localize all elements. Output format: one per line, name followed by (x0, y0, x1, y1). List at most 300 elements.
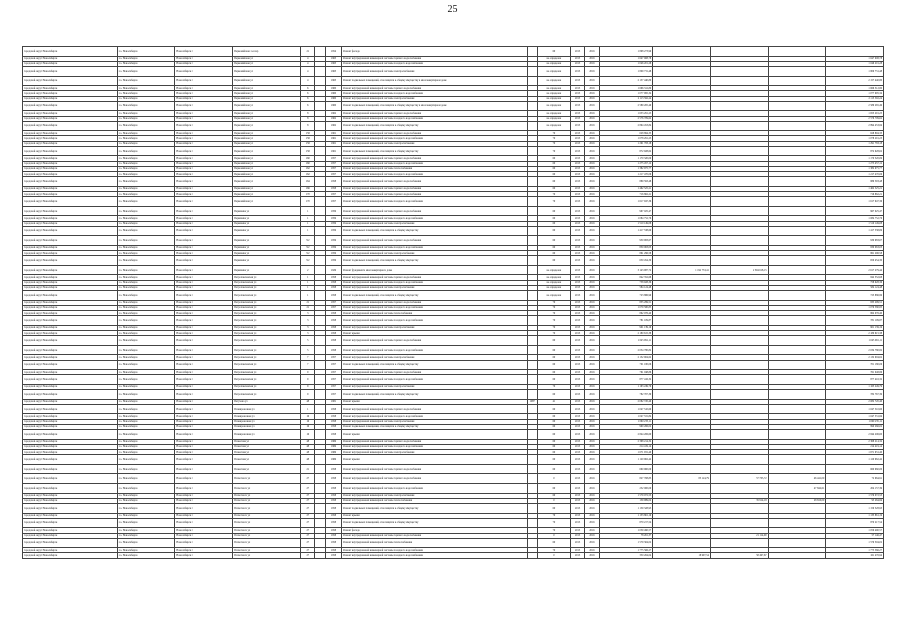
cell-total: 1 047 510,60 (599, 404, 653, 414)
cell-year-from: 2015 (570, 325, 584, 330)
cell-district: городской округ Новосибирск (23, 464, 118, 474)
cell-year-from: 2015 (570, 236, 584, 246)
cell-settlement: Новосибирск г (175, 370, 233, 375)
cell-category: 60 (537, 483, 570, 493)
cell-owners: 2 113 592,24 (826, 96, 884, 101)
cell-settlement: Новосибирск г (175, 166, 233, 171)
cell-street: Петропавловская ул (233, 300, 301, 305)
cell-district: городской округ Новосибирск (23, 251, 118, 256)
cell-federal (710, 291, 768, 301)
cell-total: 1 275 457,12 (599, 161, 653, 166)
cell-street: Первомайская ул (233, 111, 301, 116)
cell-district: городской округ Новосибирск (23, 91, 118, 96)
cell-year-built: 1957 (325, 370, 341, 375)
cell-owners: 214 419,14 (826, 444, 884, 449)
cell-total: 1 084 752,76 (599, 216, 653, 221)
cell-street: Плахотного ул (233, 503, 301, 513)
cell-house: 6 (301, 96, 315, 101)
cell-year-built: 1963 (325, 76, 341, 86)
cell-owners: 835 299,51 (826, 300, 884, 305)
cell-federal (710, 345, 768, 355)
cell-house: 8 (301, 121, 315, 131)
cell-owners: 1 045 991,11 (826, 336, 884, 346)
cell-year-to: 2016 (585, 300, 599, 305)
cell-municipality: г.о. Новосибирск (117, 156, 175, 161)
cell-year-from: 2015 (570, 450, 584, 455)
cell-federal (710, 47, 768, 57)
cell-street: Первомайская ул (233, 161, 301, 166)
cell-work: Ремонт внутридомовой инженерной системы горячего водоснабжения (342, 186, 527, 191)
cell-category: 60 (537, 256, 570, 266)
cell-category: 60 (537, 336, 570, 346)
cell-district: городской округ Новосибирск (23, 513, 118, 518)
cell-district: городской округ Новосибирск (23, 256, 118, 266)
cell-owners: 628 894,33 (826, 131, 884, 136)
cell-other (768, 464, 826, 474)
cell-municipality: г.о. Новосибирск (117, 528, 175, 533)
cell-municipality: г.о. Новосибирск (117, 355, 175, 360)
cell-category: 60 (537, 47, 570, 57)
cell-federal (710, 455, 768, 465)
cell-owners: 758 928,36 (826, 280, 884, 285)
cell-regional: 18 997,54 (653, 553, 711, 558)
cell-municipality: г.о. Новосибирск (117, 226, 175, 236)
cell-work: Ремонт подвальных помещений, относящихся к общему имуществу (342, 390, 527, 400)
cell-street: Первячина ул (233, 256, 301, 266)
cell-owners: 701 180,06 (826, 360, 884, 370)
cell-letter (315, 404, 325, 414)
cell-federal (710, 146, 768, 156)
cell-municipality: г.о. Новосибирск (117, 533, 175, 538)
cell-municipality: г.о. Новосибирск (117, 141, 175, 146)
cell-owners: 901 139,19 (826, 325, 884, 330)
cell-district: городской округ Новосибирск (23, 336, 118, 346)
cell-house: 8 (301, 111, 315, 116)
cell-year-built: 1958 (325, 275, 341, 280)
cell-year-from: 2015 (570, 166, 584, 171)
cell-total: 1 510 149,08 (599, 221, 653, 226)
cell-year-from: 2015 (570, 553, 584, 558)
cell-year-from: 2015 (570, 131, 584, 136)
cell-year-built: 1969 (325, 439, 341, 444)
cell-category: 60 (537, 166, 570, 171)
cell-owners: 1 059 490,57 (826, 528, 884, 533)
cell-other (768, 455, 826, 465)
cell-street: Первомайская ул (233, 121, 301, 131)
cell-year-to: 2016 (585, 275, 599, 280)
cell-category: 0 (537, 474, 570, 484)
cell-district: городской округ Новосибирск (23, 47, 118, 57)
cell-district: городской округ Новосибирск (23, 330, 118, 335)
cell-total: 2 844 206,60 (599, 430, 653, 440)
cell-year-to: 2016 (585, 121, 599, 131)
cell-year-built: 1959 (325, 216, 341, 221)
cell-district: городской округ Новосибирск (23, 86, 118, 91)
cell-year-to: 2016 (585, 96, 599, 101)
table-row (23, 518, 884, 528)
cell-work: Ремонт внутридомовой инженерной системы холодного водоснабжения (342, 414, 527, 419)
cell-street: Петропавловская ул (233, 316, 301, 326)
cell-federal (710, 226, 768, 236)
cell-year-built: 1961 (325, 136, 341, 141)
cell-year-to: 2016 (585, 285, 599, 290)
cell-house: 4 (301, 56, 315, 61)
cell-blank (527, 360, 537, 370)
table-row (23, 336, 884, 346)
cell-owners: 1 417 538,69 (826, 226, 884, 236)
cell-year-to: 2016 (585, 86, 599, 91)
cell-district: городской округ Новосибирск (23, 56, 118, 61)
cell-year-to: 2016 (585, 548, 599, 553)
cell-total: 660 960,00 (599, 464, 653, 474)
cell-owners: 990 266,02 (826, 424, 884, 429)
cell-year-to: 2016 (585, 404, 599, 414)
cell-settlement: Новосибирск г (175, 226, 233, 236)
cell-year-built: 1958 (325, 474, 341, 484)
table-row (23, 226, 884, 236)
cell-district: городской округ Новосибирск (23, 390, 118, 400)
cell-year-built: 1958 (325, 548, 341, 553)
cell-house: 1 (301, 404, 315, 414)
cell-municipality: г.о. Новосибирск (117, 197, 175, 207)
cell-blank (527, 177, 537, 187)
cell-street: Первомайская ул (233, 172, 301, 177)
cell-letter (315, 197, 325, 207)
cell-district: городской округ Новосибирск (23, 61, 118, 66)
cell-blank (527, 236, 537, 246)
cell-settlement: Новосибирск г (175, 251, 233, 256)
cell-municipality: г.о. Новосибирск (117, 360, 175, 370)
cell-other (768, 177, 826, 187)
cell-settlement: Новосибирск г (175, 285, 233, 290)
cell-year-built: 1958 (325, 538, 341, 548)
cell-total: 967 025,47 (599, 206, 653, 216)
cell-owners: 2 180 615,38 (826, 330, 884, 335)
cell-work: Ремонт внутридомовой инженерной системы холодного водоснабжения (342, 172, 527, 177)
cell-year-to: 2016 (585, 191, 599, 196)
cell-owners: 1 163 249,79 (826, 384, 884, 389)
cell-category: 60 (537, 424, 570, 429)
cell-work: Ремонт подвальных помещений, относящихся к общему имуществу (342, 121, 527, 131)
cell-total: 1 579 072,53 (599, 493, 653, 498)
cell-work: Ремонт внутридомовой инженерной системы холодного водоснабжения (342, 61, 527, 66)
cell-district: городской округ Новосибирск (23, 474, 118, 484)
cell-category: 60 (537, 503, 570, 513)
cell-district: городской округ Новосибирск (23, 216, 118, 221)
cell-federal (710, 538, 768, 548)
cell-year-from: 2015 (570, 172, 584, 177)
cell-other: 28 810,00 (768, 498, 826, 503)
cell-work: Ремонт внутридомовой инженерной системы теплоснабжения (342, 311, 527, 316)
cell-total: 990 266,02 (599, 424, 653, 429)
cell-house: 1 (301, 280, 315, 285)
cell-year-built: 1958 (325, 528, 341, 533)
cell-settlement: Новосибирск г (175, 221, 233, 226)
cell-district: городской округ Новосибирск (23, 305, 118, 310)
cell-category: не определен (537, 91, 570, 96)
cell-letter (315, 146, 325, 156)
cell-street: Первомайская ул (233, 131, 301, 136)
cell-total: 1 046 201,28 (599, 61, 653, 66)
cell-total: 870 217,54 (599, 518, 653, 528)
cell-street: Петропавловская ул (233, 305, 301, 310)
cell-settlement: Новосибирск г (175, 136, 233, 141)
cell-street: Первячина ул (233, 206, 301, 216)
cell-letter (315, 265, 325, 275)
cell-year-built: 1958 (325, 177, 341, 187)
cell-owners: 2 894 453,84 (826, 121, 884, 131)
cell-federal (710, 375, 768, 385)
cell-settlement: Новосибирск г (175, 455, 233, 465)
cell-street: Петропавловская ул (233, 311, 301, 316)
cell-house: 27 (301, 493, 315, 498)
cell-settlement: Новосибирск г (175, 311, 233, 316)
cell-category: 60 (537, 226, 570, 236)
cell-settlement: Новосибирск г (175, 375, 233, 385)
cell-year-from: 2015 (570, 291, 584, 301)
cell-year-to: 2016 (585, 330, 599, 335)
cell-house: 27 (301, 483, 315, 493)
cell-house: 162 (301, 172, 315, 177)
cell-house: 16 (301, 430, 315, 440)
cell-owners: 877 416,32 (826, 375, 884, 385)
cell-category: 60 (537, 216, 570, 221)
cell-settlement: Новосибирск г (175, 300, 233, 305)
cell-year-from: 2015 (570, 311, 584, 316)
cell-municipality: г.о. Новосибирск (117, 419, 175, 424)
cell-house: 1 (301, 275, 315, 280)
cell-year-to: 2016 (585, 336, 599, 346)
cell-letter (315, 483, 325, 493)
cell-municipality: г.о. Новосибирск (117, 538, 175, 548)
cell-district: городской округ Новосибирск (23, 136, 118, 141)
cell-district: городской округ Новосибирск (23, 553, 118, 558)
cell-district: городской округ Новосибирск (23, 275, 118, 280)
cell-owners: 716 862,21 (826, 191, 884, 196)
cell-work: Ремонт внутридомовой инженерной системы холодного водоснабжения (342, 553, 527, 558)
cell-year-to: 2016 (585, 375, 599, 385)
cell-year-to: 2016 (585, 101, 599, 111)
cell-municipality: г.о. Новосибирск (117, 513, 175, 518)
cell-federal (710, 197, 768, 207)
cell-year-built: 1957 (325, 305, 341, 310)
cell-category: 60 (537, 355, 570, 360)
cell-municipality: г.о. Новосибирск (117, 305, 175, 310)
cell-total: 214 419,14 (599, 444, 653, 449)
cell-house: 9 (301, 375, 315, 385)
cell-year-to: 2016 (585, 355, 599, 360)
cell-municipality: г.о. Новосибирск (117, 455, 175, 465)
cell-year-from: 2015 (570, 414, 584, 419)
cell-municipality: г.о. Новосибирск (117, 300, 175, 305)
cell-house: 8 (301, 116, 315, 121)
cell-house: 48 (301, 399, 315, 404)
cell-year-from: 2015 (570, 355, 584, 360)
cell-owners: 1 046 201,28 (826, 61, 884, 66)
cell-year-to: 2016 (585, 345, 599, 355)
cell-work: Ремонт внутридомовой инженерной системы холодного водоснабжения (342, 444, 527, 449)
cell-letter (315, 177, 325, 187)
cell-other (768, 206, 826, 216)
cell-blank: 1987 (527, 399, 537, 404)
cell-year-to: 2016 (585, 131, 599, 136)
cell-blank (527, 345, 537, 355)
cell-year-from: 2015 (570, 538, 584, 548)
cell-owners: 862 076,40 (826, 311, 884, 316)
cell-district: городской округ Новосибирск (23, 245, 118, 250)
cell-total: 1 077 995,34 (599, 91, 653, 96)
cell-year-from: 2015 (570, 121, 584, 131)
cell-year-to: 2016 (585, 483, 599, 493)
cell-work: Ремонт внутридомовой инженерной системы холодного водоснабжения (342, 483, 527, 493)
cell-work: Ремонт внутридомовой инженерной системы горячего водоснабжения (342, 111, 527, 116)
cell-municipality: г.о. Новосибирск (117, 275, 175, 280)
cell-year-from: 2015 (570, 424, 584, 429)
cell-category: 70 (537, 197, 570, 207)
cell-year-to: 2016 (585, 245, 599, 250)
cell-blank (527, 404, 537, 414)
cell-work: Ремонт внутридомовой инженерной системы теплоснабжения (342, 538, 527, 548)
cell-total: 830 063,03 (599, 245, 653, 250)
cell-work: Ремонт внутридомовой инженерной системы холодного водоснабжения (342, 305, 527, 310)
cell-house: 48 (301, 444, 315, 449)
cell-year-from: 2015 (570, 464, 584, 474)
cell-total: 1 079 580,85 (599, 305, 653, 310)
cell-total: 2 894 453,84 (599, 121, 653, 131)
cell-district: городской округ Новосибирск (23, 316, 118, 326)
cell-year-from: 2015 (570, 336, 584, 346)
cell-year-built: 1954 (325, 47, 341, 57)
cell-year-from: 2015 (570, 498, 584, 503)
cell-blank (527, 455, 537, 465)
cell-year-built: 1963 (325, 66, 341, 76)
cell-settlement: Новосибирск г (175, 191, 233, 196)
cell-owners: 95 264,84 (826, 498, 884, 503)
cell-year-from: 2015 (570, 76, 584, 86)
cell-year-from: 2015 (570, 390, 584, 400)
cell-house: 7 (301, 355, 315, 360)
cell-district: городской округ Новосибирск (23, 370, 118, 375)
cell-letter (315, 390, 325, 400)
cell-work: Ремонт внутридомовой инженерной системы горячего водоснабжения (342, 439, 527, 444)
cell-street: Плахотного ул (233, 548, 301, 553)
cell-municipality: г.о. Новосибирск (117, 191, 175, 196)
cell-category: 70 (537, 300, 570, 305)
cell-regional (653, 47, 711, 57)
cell-year-from: 2015 (570, 47, 584, 57)
table-row (23, 66, 884, 76)
cell-year-built: 1957 (325, 172, 341, 177)
cell-federal: 21 114,90 (710, 533, 768, 538)
cell-district: городской округ Новосибирск (23, 533, 118, 538)
cell-category: 60 (537, 251, 570, 256)
cell-category: 60 (537, 439, 570, 444)
cell-district: городской округ Новосибирск (23, 375, 118, 385)
cell-other (768, 404, 826, 414)
cell-street: Первомайская ул (233, 166, 301, 171)
cell-municipality: г.о. Новосибирск (117, 548, 175, 553)
cell-house: 21 (301, 300, 315, 305)
cell-work: Ремонт крыши (342, 330, 527, 335)
cell-category: 0 (537, 553, 570, 558)
cell-year-built: 1981 (325, 399, 341, 404)
cell-total: 2 368 214,32 (599, 439, 653, 444)
cell-work: Ремонт внутридомовой инженерной системы электроснабжения (342, 66, 527, 76)
cell-year-built: 1957 (325, 161, 341, 166)
cell-street: Первомайская ул (233, 141, 301, 146)
cell-year-to: 2016 (585, 450, 599, 455)
cell-house: 3/2 (301, 256, 315, 266)
cell-district: городской округ Новосибирск (23, 236, 118, 246)
cell-year-to: 2016 (585, 513, 599, 518)
cell-settlement: Новосибирск г (175, 399, 233, 404)
cell-house: 27 (301, 503, 315, 513)
cell-year-from: 2015 (570, 275, 584, 280)
cell-municipality: г.о. Новосибирск (117, 86, 175, 91)
cell-work: Ремонт внутридомовой инженерной системы холодного водоснабжения (342, 216, 527, 221)
cell-other (768, 375, 826, 385)
cell-letter (315, 101, 325, 111)
cell-letter (315, 291, 325, 301)
cell-category: 60 (537, 455, 570, 465)
cell-year-built: 1958 (325, 280, 341, 285)
cell-year-built: 1958 (325, 336, 341, 346)
cell-regional (653, 518, 711, 528)
cell-year-built: 1957 (325, 360, 341, 370)
cell-work: Ремонт внутридомовой инженерной системы холодного водоснабжения (342, 136, 527, 141)
cell-total: 78 261,37 (599, 533, 653, 538)
cell-house: 1 (301, 216, 315, 221)
cell-other (768, 518, 826, 528)
cell-house: 5 (301, 345, 315, 355)
cell-house: 6 (301, 91, 315, 96)
cell-regional: 85 124,79 (653, 474, 711, 484)
cell-year-to: 2016 (585, 156, 599, 161)
cell-year-to: 2016 (585, 493, 599, 498)
cell-work: Ремонт фундамента многоквартирного дома (342, 265, 527, 275)
cell-total: 930 983,67 (599, 236, 653, 246)
cell-category: не определен (537, 76, 570, 86)
cell-house: 3 (301, 325, 315, 330)
table-row (23, 345, 884, 355)
cell-category: 60 (537, 450, 570, 455)
table-row (23, 390, 884, 400)
cell-blank (527, 483, 537, 493)
cell-category: 60 (537, 236, 570, 246)
cell-work: Ремонт подвальных помещений, относящихся к общему имуществу (342, 360, 527, 370)
cell-regional (653, 197, 711, 207)
cell-work: Ремонт подвальных помещений, относящихся к общему имуществу в многоквартирном доме (342, 76, 527, 86)
table-body (23, 47, 884, 559)
cell-blank (527, 464, 537, 474)
cell-year-from: 2015 (570, 156, 584, 161)
cell-work: Ремонт внутридомовой инженерной системы горячего водоснабжения (342, 191, 527, 196)
cell-work: Ремонт внутридомовой инженерной системы холодного водоснабжения (342, 375, 527, 385)
cell-district: городской округ Новосибирск (23, 424, 118, 429)
cell-category: 70 (537, 305, 570, 310)
cell-house: 4 (301, 76, 315, 86)
cell-federal (710, 101, 768, 111)
cell-regional (653, 76, 711, 86)
cell-work: Ремонт внутридомовой инженерной системы горячего водоснабжения (342, 474, 527, 484)
cell-district: городской округ Новосибирск (23, 156, 118, 161)
cell-total: 350 264,04 (599, 553, 653, 558)
cell-house: 9 (301, 384, 315, 389)
cell-street: Первомайская ул (233, 197, 301, 207)
cell-blank (527, 375, 537, 385)
cell-year-from: 2015 (570, 330, 584, 335)
cell-category: не определен (537, 291, 570, 301)
